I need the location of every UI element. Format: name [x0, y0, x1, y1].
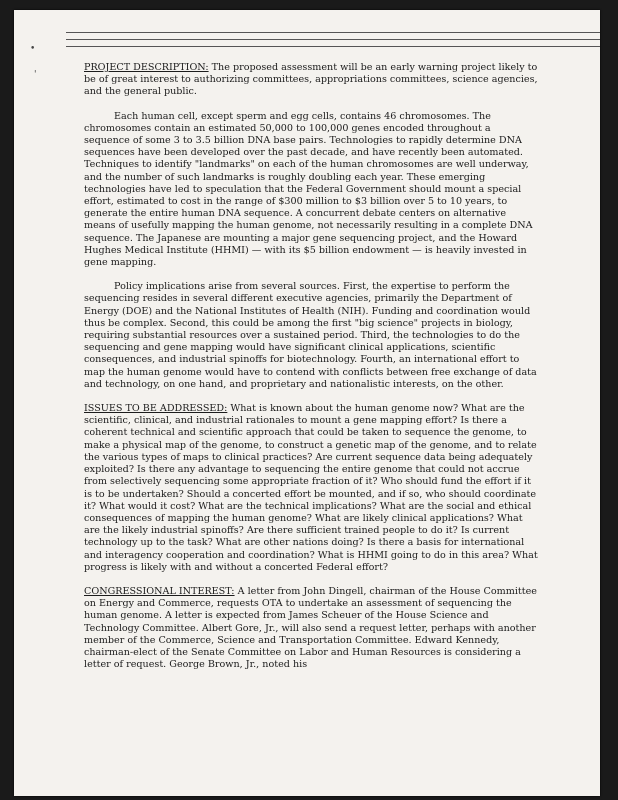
- project-description-heading: PROJECT DESCRIPTION:: [84, 62, 209, 73]
- rule-line: [66, 32, 600, 33]
- issues-paragraph: [84, 403, 538, 574]
- congressional-body: A letter from John Dingell, chairman of the House Committee on Energy and Commerce, requests OTA to undertake an assessment of sequencing the human genome. A letter is expected from James Scheuer of the House Science and Technology Committee. Albert Gore, Jr., will also send a request letter, perhaps with another member of the Commerce, Science and Transportation Committee. Edward Kennedy, chairman-elect of the Senate Committee on Labor and Human Resources is considering a letter of request. George Brown, Jr., noted his: [84, 585, 537, 671]
- congressional-heading: CONGRESSIONAL INTEREST:: [84, 585, 235, 597]
- project-description-intro: The proposed assessment will be an early warning project likely to be of great interest to authorizing committees, appropriations committees, science agencies, and the general public.: [84, 62, 538, 98]
- congressional-paragraph: [84, 586, 538, 671]
- document-body: [84, 62, 538, 683]
- project-description-paragraph: [84, 62, 538, 99]
- document-page: [14, 10, 600, 796]
- issues-body: What is known about the human genome now? What are the scientific, clinical, and industrial rationales to mount a gene mapping effort? Is there a coherent technical and scientific approach that could be taken to sequence the genome, to make a physical map of the genome, to construct a genetic map of the genome, and to relate the various types of maps to clinical practices? Are current sequence data being adequately exploited? Is there any advantage to sequencing the entire genome that could not accrue from selectively sequencing some appropriate fraction of it? Who should fund the effort if it is to be undertaken? Should a concerted effort be mounted, and if so, who should coordinate it? What would it cost? What are the technical implications? What are the social and ethical consequences of mapping the human genome? What are likely clinical applications? What are the likely industrial spinoffs? Are there sufficient trained people to do it? Is current technology up to the task? What are other nations doing? Is there a basis for international and interagency cooperation and coordination? What is HHMI going to do in this area? What progress is likely with and without a concerted Federal effort?: [84, 403, 538, 573]
- rule-line: [66, 39, 600, 40]
- issues-heading: ISSUES TO BE ADDRESSED:: [84, 403, 228, 415]
- rule-line: [66, 46, 600, 47]
- project-description-body-2: Policy implications arise from several sources. First, the expertise to perform the sequencing resides in several different executive agencies, primarily the Department of Energy (DOE) and the National Institutes of Health (NIH). Funding and coordination would thus be complex. Second, this could be among the first "big science" projects in biology, requiring substantial resources over a sustained period. Third, the technologies to do the sequencing and gene mapping would have significant clinical applications, scientific consequences, and industrial spinoffs for biotechnology. Fourth, an international effort to map the human genome would have to contend with conflicts between free exchange of data and technology, on one hand, and proprietary and nationalistic interests, on the other.: [84, 281, 537, 390]
- margin-mark: ': [34, 70, 37, 80]
- margin-mark: •: [30, 44, 36, 54]
- project-description-body-1: Each human cell, except sperm and egg cells, contains 46 chromosomes. The chromosomes contain an estimated 50,000 to 100,000 genes encoded throughout a sequence of some 3 to 3.5 billion DNA base pairs. Technologies to rapidly determine DNA sequences have been developed over the past decade, and have recently been automated. Techniques to identify "landmarks" on each of the human chromosomes are well underway, and the number of such landmarks is roughly doubling each year. These emerging technologies have led to speculation that the Federal Government should mount a special effort, estimated to cost in the range of $300 million to $3 billion over 5 to 10 years, to generate the entire human DNA sequence. A concurrent debate centers on alternative means of usefully mapping the human genome, not necessarily resulting in a complete DNA sequence. The Japanese are mounting a major gene sequencing project, and the Howard Hughes Medical Institute (HHMI) — with its $5 billion endowment — is heavily invested in gene mapping.: [84, 110, 533, 269]
- header-rules: [66, 32, 600, 53]
